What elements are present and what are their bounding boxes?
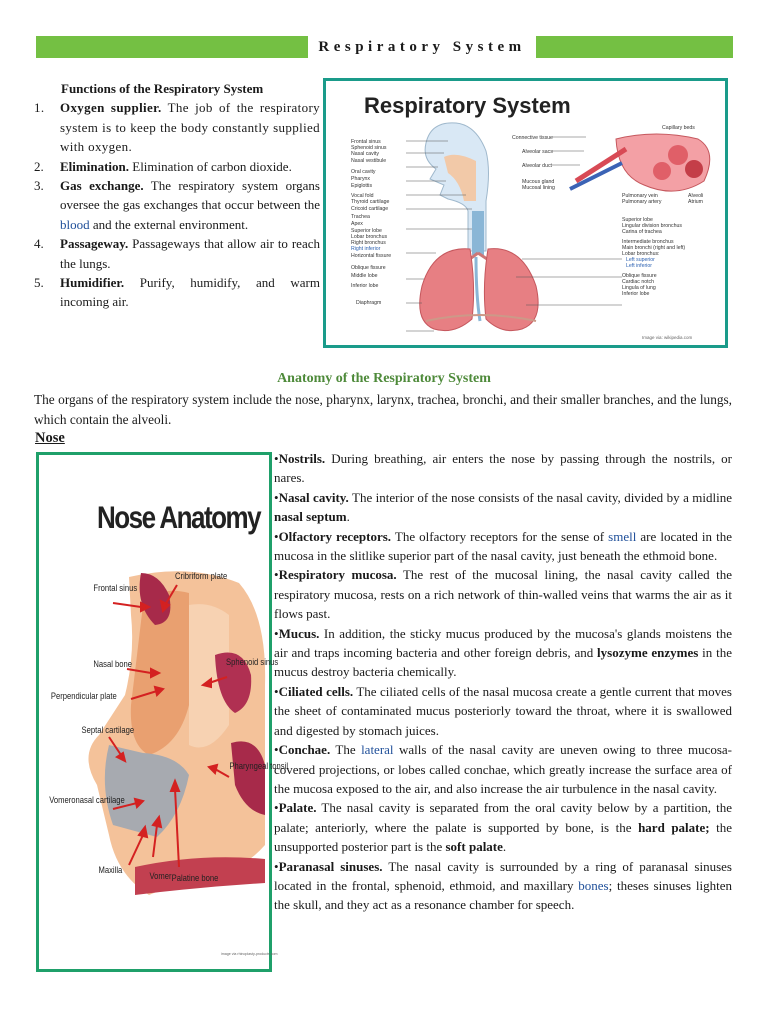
nose-item: •Conchae. The lateral walls of the nasal cavity are uneven owing to three mucosa-covered projections, or lobes called conchae, which greatly increase the surface area of the mucosa exposed to the air, and also increase the air turbulence in the nasal cavity. [274, 742, 733, 796]
diagram-label: Lingula of lung [622, 285, 656, 291]
diagram-label: Vocal fold [351, 193, 374, 199]
function-item [34, 98, 320, 156]
item-term: Nostrils. [278, 451, 326, 466]
item-text: Passageways that allow air to reach the lungs. [60, 236, 320, 271]
diagram-label: Connective tissue [512, 135, 553, 141]
nose-diagram [39, 455, 289, 969]
diagram-label: Superior lobe [351, 228, 382, 234]
item-term: Respiratory mucosa. [278, 567, 397, 583]
page-title: Respiratory System [308, 36, 536, 58]
item-text: The olfactory receptors for the sense of [391, 528, 609, 544]
item-term: Paranasal sinuses. [278, 858, 383, 874]
diagram-label: Oblique fissure [351, 265, 386, 271]
diagram-label: Vomeronasal cartilage [49, 794, 125, 806]
item-text: . [346, 509, 350, 525]
item-number: 2. [34, 158, 44, 174]
diagram-label: Superior lobe [622, 217, 653, 223]
item-number: 3. [34, 178, 44, 194]
diagram-label: Apex [351, 221, 363, 227]
item-term: Elimination. [60, 158, 129, 174]
item-term: Gas exchange. [60, 178, 144, 194]
item-text: walls of the nasal cavity are uneven owing to three mucosa-covered projections, or lobes called conchae, which greatly increase the surface area of the mucosa exposed to the air, and also increase the air turbulence in the nasal cavity. [274, 742, 733, 796]
item-text: the unsupported posterior part is the [274, 819, 733, 855]
image-credit: image via rhinoplasty-products.com [221, 952, 278, 956]
item-text: The rest of the mucosal lining, the nasal cavity called the respiratory mucosa, rests on a rich network of thin-walled veins that warms the air as it flows past. [274, 567, 732, 622]
diagram-label: Right inferior [351, 246, 381, 252]
item-term: Olfactory receptors. [278, 528, 392, 544]
item-text: and the external environment. [89, 216, 249, 232]
diagram-label: Pharyngeal tonsil [229, 760, 289, 772]
item-term: Ciliated cells. [278, 683, 354, 699]
diagram-label: Pulmonary artery [622, 199, 662, 205]
diagram-label: Cricoid cartilage [351, 206, 389, 212]
diagram-label: Intermediate bronchus [622, 239, 674, 245]
nose-item: •Nostrils. During breathing, air enters the nose by passing through the nostrils, or nares. [274, 451, 732, 486]
item-term: Humidifier. [60, 275, 125, 291]
item-term: Nasal cavity. [278, 489, 349, 505]
item-term: Conchae. [278, 742, 331, 758]
diagram-label: Right bronchus [351, 240, 386, 246]
diagram-label: Alveoli [688, 193, 704, 199]
diagram-label: Pulmonary vein [622, 193, 658, 199]
item-text: ; theses sinuses lighten the skull, and they act as a resonance chamber for speech. [274, 877, 733, 913]
diagram-label: Alveolar duct [522, 163, 552, 169]
nose-anatomy-figure [36, 452, 289, 972]
nose-heading: Nose [35, 430, 65, 446]
diagram-label: Nasal bone [93, 658, 133, 670]
diagram-label: Mucous gland [522, 179, 555, 185]
item-term: Mucus. [278, 625, 320, 641]
diagram-label: Main bronchi (right and left) [622, 245, 686, 251]
diagram-label: Atrium [688, 199, 703, 205]
item-bold: lysozyme enzymes [597, 645, 699, 661]
item-text: in the mucus destroy bacteria chemically. [274, 645, 732, 680]
blood-link[interactable]: blood [60, 216, 90, 232]
item-bold: soft palate [445, 839, 503, 855]
item-text: Elimination of carbon dioxide. [129, 158, 292, 174]
function-item [34, 273, 320, 312]
item-number: 5. [34, 275, 44, 291]
diagram-label: Maxilla [98, 864, 123, 876]
diagram-label: Vomer [149, 870, 172, 882]
figure-title: Respiratory System [364, 93, 571, 118]
item-bold: nasal septum [274, 509, 347, 525]
image-credit: Image via: wikipedia.com [642, 335, 693, 340]
nose-item: •Nasal cavity. The interior of the nose consists of the nasal cavity, divided by a midline nasal septum. [274, 489, 732, 525]
diagram-label: Inferior lobe [622, 291, 650, 297]
diagram-label: Lingular division bronchus [622, 223, 682, 229]
diagram-label: Cardiac notch [622, 279, 655, 285]
function-item [34, 157, 320, 176]
diagram-label: Thyroid cartilage [351, 199, 390, 205]
diagram-label: Pharynx [351, 176, 371, 182]
respiratory-system-figure [323, 78, 728, 348]
diagram-label: Capillary beds [662, 125, 695, 131]
diagram-label: Perpendicular plate [50, 690, 117, 702]
item-text: The respiratory system organs oversee the gas exchanges that occur between the [60, 178, 320, 213]
diagram-label: Nasal cavity [351, 151, 379, 157]
nose-item: •Paranasal sinuses. The nasal cavity is surrounded by a ring of paranasal sinuses located in the frontal, sphenoid, ethmoid, and maxillary bones; theses sinuses lighten the skull, and they act as a resonance chamber for speech. [274, 858, 733, 913]
diagram-label: Epiglottis [351, 183, 373, 189]
function-item [34, 176, 320, 234]
diagram-label: Lobar bronchus: [622, 251, 660, 257]
functions-section [34, 79, 320, 312]
title-bar [36, 36, 733, 58]
diagram-label: Diaphragm [356, 300, 382, 306]
diagram-label: Palatine bone [171, 872, 219, 884]
diagram-label: Nasal vestibule [351, 158, 387, 164]
item-term: Oxygen supplier. [60, 100, 162, 116]
diagram-label: Frontal sinus [351, 139, 381, 145]
diagram-label: Oral cavity [351, 169, 376, 175]
smell-link[interactable]: smell [608, 528, 637, 544]
nose-item: •Mucus. In addition, the sticky mucus produced by the mucosa's glands moistens the air and traps incoming bacteria and other foreign debris, and lysozyme enzymes in the mucus destroy bacteria chemically. [274, 625, 732, 680]
item-text: . [502, 839, 507, 855]
diagram-label: Oblique fissure [622, 273, 657, 279]
item-text: In addition, the sticky mucus produced by the mucosa's glands moistens the air and traps incoming bacteria and other foreign debris, and [274, 625, 732, 661]
diagram-label: Left superior [626, 257, 655, 263]
item-bold: hard palate; [638, 819, 710, 835]
diagram-label: Trachea [351, 214, 370, 220]
nose-item: •Palate. The nasal cavity is separated from the oral cavity below by a partition, the palate; anteriorly, where the palate is supported by bone, is the hard palate; the unsupported posterior part is the soft palate. [274, 800, 733, 855]
functions-list [34, 98, 320, 311]
item-text: The interior of the nose consists of the nasal cavity, divided by a midline [348, 489, 732, 505]
diagram-label: Inferior lobe [351, 283, 379, 289]
diagram-label: Lobar bronchus [351, 234, 388, 240]
bones-link[interactable]: bones [578, 877, 609, 893]
functions-heading: Functions of the Respiratory System [61, 81, 264, 96]
item-text: The [330, 742, 362, 758]
nose-item: •Olfactory receptors. The olfactory receptors for the sense of smell are located in the mucosa in the slitlike superior part of the nasal cavity, just beneath the ethmoid bone. [274, 528, 732, 564]
diagram-label: Frontal sinus [93, 582, 138, 594]
nose-text [274, 449, 732, 915]
diagram-label: Cribriform plate [175, 570, 228, 582]
item-text: The ciliated cells of the nasal mucosa create a gentle current that moves the sheet of contaminated mucus posteriorly toward the throat, where it is swallowed and digested by stomach juices. [274, 683, 732, 738]
item-term: Palate. [278, 800, 317, 816]
diagram-label: Alveolar sacs [522, 149, 553, 155]
lateral-link[interactable]: lateral [361, 742, 394, 758]
item-text: Purify, humidify, and warm incoming air. [60, 275, 320, 310]
item-text: The nasal cavity is surrounded by a ring of paranasal sinuses located in the frontal, sphenoid, ethmoid, and maxillary [274, 858, 732, 893]
respiratory-diagram [326, 81, 725, 345]
anatomy-intro: The organs of the respiratory system include the nose, pharynx, larynx, trachea, bronchi, and their smaller branches, and the lungs, which contain the alveoli. [34, 392, 732, 427]
function-item [34, 234, 320, 273]
figure-title: Nose Anatomy [97, 499, 261, 535]
diagram-label: Septal cartilage [81, 724, 135, 736]
item-number: 4. [34, 236, 44, 252]
diagram-label: Sphenoid sinus [351, 145, 387, 151]
diagram-label: Mucosal lining [522, 185, 555, 191]
item-term: Passageway. [60, 236, 129, 252]
diagram-label: Horizontal fissure [351, 253, 392, 259]
item-text: are located in the mucosa in the slitlike superior part of the nasal cavity, just beneath the ethmoid bone. [274, 528, 732, 564]
nose-item: •Ciliated cells. The ciliated cells of the nasal mucosa create a gentle current that moves the sheet of contaminated mucus posteriorly toward the throat, where it is swallowed and digested by stomach juices. [274, 683, 732, 738]
diagram-label: Sphenoid sinus [226, 656, 279, 668]
diagram-label: Left inferior [626, 263, 652, 269]
item-text: During breathing, air enters the nose by passing through the nostrils, or nares. [274, 451, 732, 486]
item-text: The job of the respiratory system is to keep the body constantly supplied with oxygen. [60, 100, 320, 155]
item-text: The nasal cavity is separated from the oral cavity below by a partition, the palate; anteriorly, where the palate is supported by bone, is the [274, 800, 732, 835]
diagram-label: Middle lobe [351, 273, 378, 279]
item-number: 1. [34, 100, 45, 116]
diagram-label: Carina of trachea [622, 229, 662, 235]
nose-item: •Respiratory mucosa. The rest of the mucosal lining, the nasal cavity called the respiratory mucosa, rests on a rich network of thin-walled veins that warms the air as it flows past. [274, 567, 732, 622]
anatomy-heading: Anatomy of the Respiratory System [277, 371, 491, 386]
